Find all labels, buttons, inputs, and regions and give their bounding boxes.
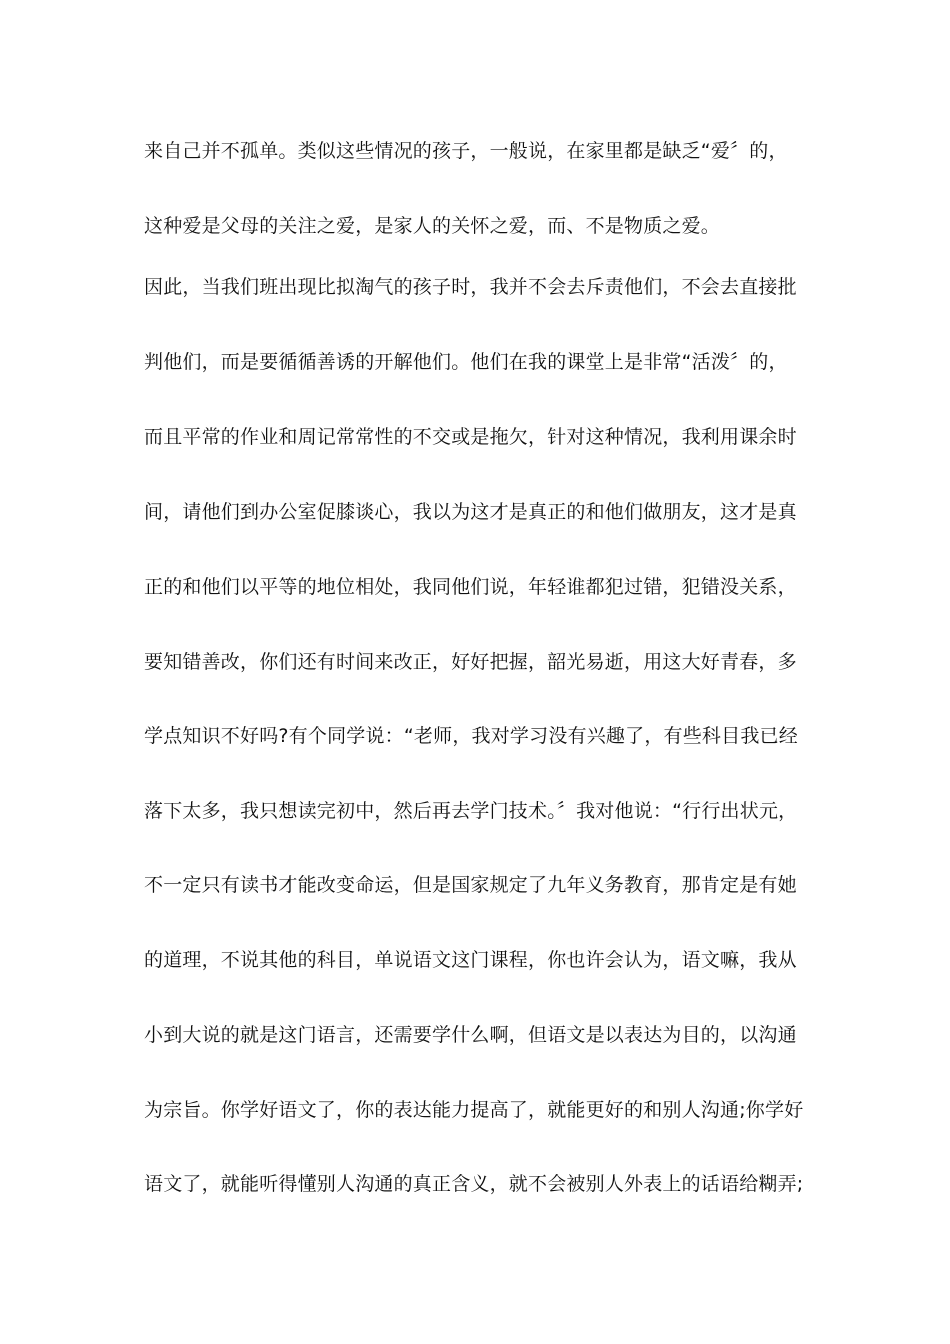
- text-line: 不一定只有读书才能改变命运，但是国家规定了九年义务教育，那肯定是有她: [144, 874, 797, 896]
- text-line: 要知错善改，你们还有时间来改正，好好把握，韶光易逝，用这大好青春，多: [144, 651, 797, 673]
- text-line: 落下太多，我只想读完初中，然后再去学门技术。〞我对他说：“行行出状元，: [144, 800, 798, 822]
- text-line: 学点知识不好吗?有个同学说：“老师，我对学习没有兴趣了，有些科目我已经: [144, 725, 798, 747]
- text-line: 小到大说的就是这门语言，还需要学什么啊，但语文是以表达为目的，以沟通: [144, 1024, 797, 1046]
- text-line: 语文了，就能听得懂别人沟通的真正含义，就不会被别人外表上的话语给糊弄;: [144, 1173, 804, 1195]
- text-line: 这种爱是父母的关注之爱，是家人的关怀之爱，而、不是物质之爱。: [144, 215, 721, 237]
- text-line: 的道理，不说其他的科目，单说语文这门课程，你也许会认为，语文嘛，我从: [144, 949, 797, 971]
- text-line: 正的和他们以平等的地位相处，我同他们说，年轻谁都犯过错，犯错没关系，: [144, 576, 797, 598]
- text-line: 间，请他们到办公室促膝谈心，我以为这才是真正的和他们做朋友，这才是真: [144, 501, 797, 523]
- text-line: 而且平常的作业和周记常常性的不交或是拖欠，针对这种情况，我利用课余时: [144, 426, 797, 448]
- text-line: 因此，当我们班出现比拟淘气的孩子时，我并不会去斥责他们，不会去直接批: [144, 276, 797, 298]
- text-line: 判他们，而是要循循善诱的开解他们。他们在我的课堂上是非常“活泼〞的，: [144, 351, 788, 373]
- text-line: 来自己并不孤单。类似这些情况的孩子，一般说，在家里都是缺乏“爱〞的，: [144, 140, 788, 162]
- text-line: 为宗旨。你学好语文了，你的表达能力提高了，就能更好的和别人沟通;你学好: [144, 1099, 804, 1121]
